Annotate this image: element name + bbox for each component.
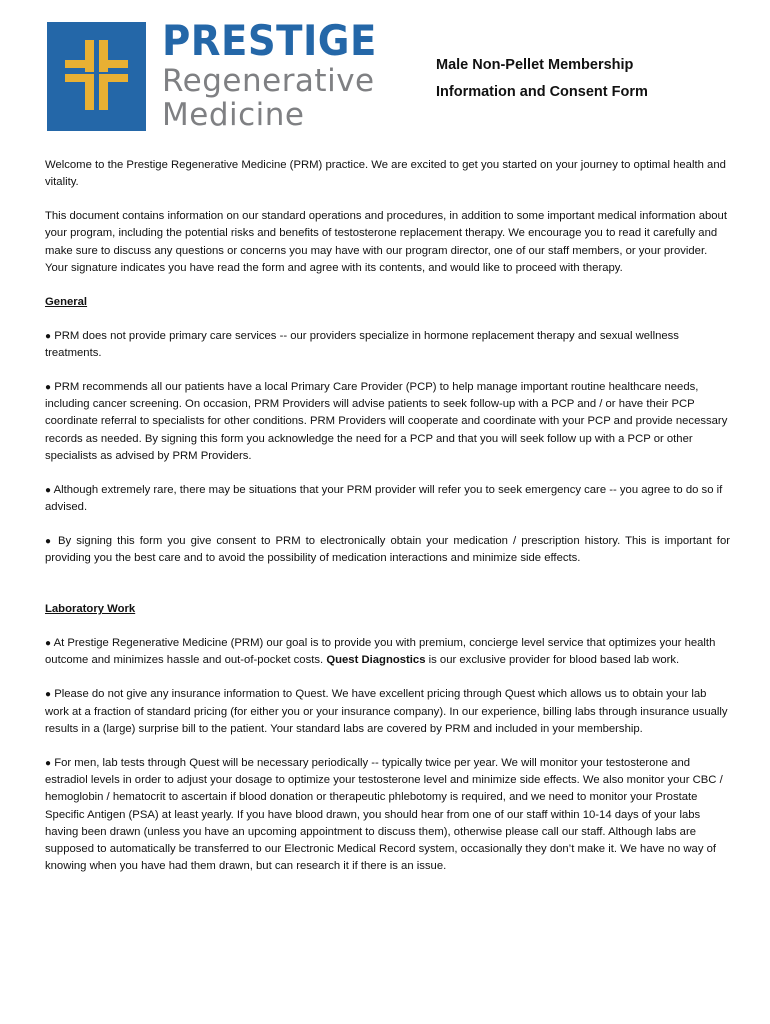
brand-wordmark	[162, 18, 396, 132]
section-heading-laboratory-work: Laboratory Work	[45, 603, 136, 616]
general-bullet-2	[45, 379, 730, 465]
brand-name: PRESTIGE	[162, 16, 377, 65]
general-bullet-1	[45, 328, 730, 363]
brand-subtitle-line1: Regenerative	[162, 63, 375, 99]
bullet-icon: ●	[45, 638, 52, 650]
form-title-line1: Male Non-Pellet Membership	[436, 57, 634, 73]
form-title-line2: Information and Consent Form	[436, 84, 648, 100]
bullet-text: Please do not give any insurance information to Quest. We have excellent pricing through Quest which allows us to obtain your lab work at a fraction of standard pricing (for either you or your insurance company). In our experience, billing labs through insurance usually results in a (large) surprise bill to the patient. Your standard labs are covered by PRM and included in your membership.	[45, 688, 728, 735]
lab-bullet-3	[45, 755, 730, 876]
bullet-text: By signing this form you give consent to PRM to electronically obtain your medication / prescription history. This is important for providing you the best care and to avoid the possibility of medication interactions and minimize side effects.	[45, 534, 730, 565]
bullet-icon: ●	[45, 381, 52, 393]
bullet-text: For men, lab tests through Quest will be necessary periodically -- typically twice per year. We will monitor your testosterone and estradiol levels in order to adjust your dosage to optimize your testosterone level and minimize side effects. We also monitor your CBC / hemoglobin / hematocrit to ascertain if blood donation or therapeutic phlebotomy is required, and we need to monitor your Prostate Specific Antigen (PSA) at least yearly. If you have blood drawn, you should hear from one of our staff within 10-14 days of your labs having been drawn (unless you have an upcoming appointment to discuss them), otherwise please call our staff. Although labs are supposed to automatically be transferred to our Electronic Medical Record system, occasionally they don’t make it. We have no way of knowing when you have had them drawn, but can research it if there is an issue.	[45, 756, 723, 873]
general-bullet-3	[45, 482, 730, 517]
quest-diagnostics-bold: Quest Diagnostics	[326, 654, 426, 667]
welcome-paragraph: Welcome to the Prestige Regenerative Medicine (PRM) practice. We are excited to get you started on your journey to optimal health and vitality.	[45, 159, 726, 189]
section-heading-general: General	[45, 295, 88, 308]
bullet-text-before: At Prestige Regenerative Medicine (PRM) our goal is to provide you with premium, concierge level service that optimizes your health outcome and minimizes hassle and out-of-pocket costs.	[45, 637, 716, 667]
form-body	[45, 157, 730, 892]
form-title	[436, 52, 736, 106]
bullet-icon: ●	[45, 484, 52, 496]
document-info-paragraph: This document contains information on our standard operations and procedures, in addition to some important medical information about your program, including the potential risks and benefits of testosterone replacement therapy. We encourage you to read it carefully and make sure to discuss any questions or concerns you may have with our program director, one of our staff members, or your provider. Your signature indicates you have read the form and agree with its contents, and would like to proceed with therapy.	[45, 210, 727, 274]
bullet-text: Although extremely rare, there may be situations that your PRM provider will refer you to seek emergency care -- you agree to do so if advised.	[45, 483, 723, 513]
bullet-text: PRM recommends all our patients have a local Primary Care Provider (PCP) to help manage important routine healthcare needs, including cancer screening. On occasion, PRM Providers will advise patients to seek follow-up with a PCP and / or have their PCP coordinate referral to specialists for other conditions. PRM Providers will cooperate and coordinate with your PCP and provide necessary records as needed. By signing this form you acknowledge the need for a PCP and that you will seek follow up with a PCP or other specialists as advised by PRM Providers.	[45, 380, 728, 462]
bullet-icon: ●	[45, 689, 52, 701]
general-bullet-4	[45, 533, 730, 568]
bullet-icon: ●	[45, 535, 53, 547]
bullet-text: PRM does not provide primary care services -- our providers specialize in hormone replacement therapy and sexual wellness treatments.	[45, 329, 679, 359]
brand-subtitle-line2: Medicine	[162, 97, 305, 133]
lab-bullet-2	[45, 686, 730, 738]
bullet-icon: ●	[45, 757, 52, 769]
lab-bullet-1	[45, 635, 730, 670]
prestige-cross-logo-icon	[47, 22, 146, 131]
bullet-icon: ●	[45, 330, 52, 342]
bullet-text-after: is our exclusive provider for blood based lab work.	[425, 654, 680, 667]
